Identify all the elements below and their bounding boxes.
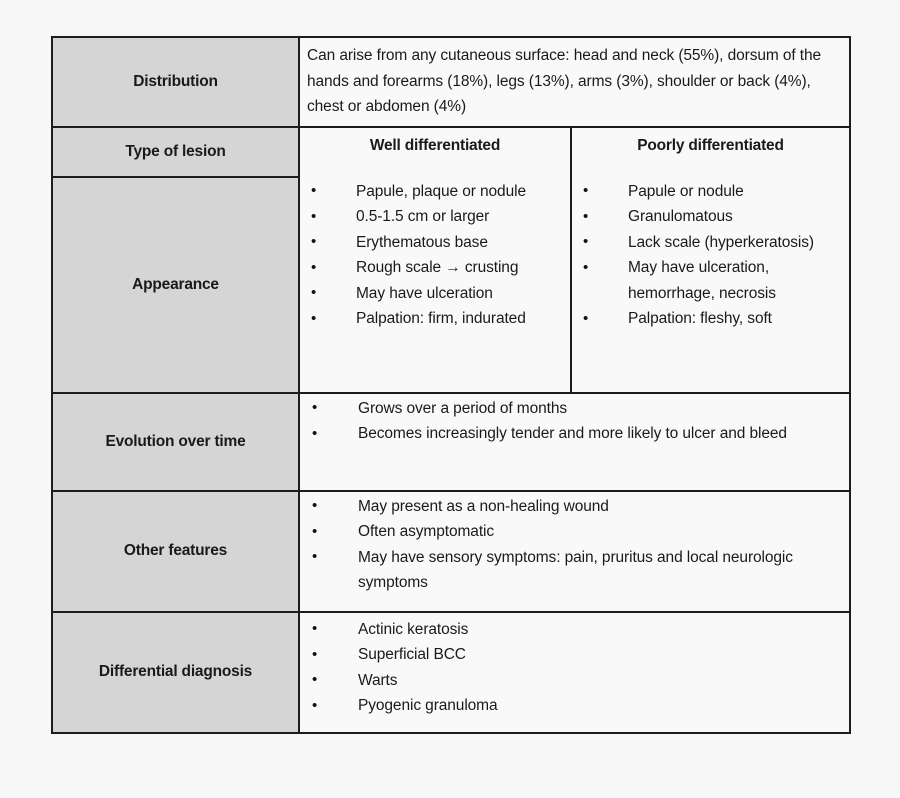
- subheader-poorly-differentiated-cell: [571, 127, 850, 177]
- list-item: • Rough scale → crusting: [300, 255, 564, 281]
- list-item: • May have sensory symptoms: pain, pruritus and local neurologic symptoms: [300, 545, 843, 596]
- list-item: • Superficial BCC: [300, 642, 843, 668]
- row-label-differential-diagnosis: Differential diagnosis: [52, 612, 299, 733]
- list-item: • May have ulceration: [300, 281, 564, 307]
- list-item: • 0.5-1.5 cm or larger: [300, 204, 564, 230]
- list-item: • Actinic keratosis: [300, 617, 843, 643]
- appearance-well-differentiated-cell: [299, 177, 571, 393]
- list-item: • Granulomatous: [572, 204, 843, 230]
- row-label-distribution: Distribution: [52, 37, 299, 127]
- column-header-well-differentiated: Well differentiated: [369, 136, 501, 154]
- row-content-evolution-over-time: [299, 393, 850, 491]
- list-item: • Warts: [300, 668, 843, 694]
- subheader-well-differentiated-cell: [299, 127, 571, 177]
- table-row-appearance: [52, 177, 850, 393]
- row-label-type-of-lesion: Type of lesion: [52, 127, 299, 177]
- list-item: • Palpation: fleshy, soft: [572, 306, 843, 332]
- row-label-appearance: Appearance: [52, 177, 299, 393]
- row-content-distribution: [299, 37, 850, 127]
- row-content-other-features: [299, 491, 850, 612]
- list-item: • Papule, plaque or nodule: [300, 179, 564, 205]
- row-label-evolution-over-time: Evolution over time: [52, 393, 299, 491]
- evolution-over-time-list: [300, 394, 849, 453]
- list-item: • Becomes increasingly tender and more likely to ulcer and bleed: [300, 421, 843, 447]
- list-item: • May present as a non-healing wound: [300, 494, 843, 520]
- table-row-evolution-over-time: [52, 393, 850, 491]
- row-content-differential-diagnosis: [299, 612, 850, 733]
- list-item: • May have ulceration, hemorrhage, necrosis: [572, 255, 843, 306]
- row-label-other-features: Other features: [52, 491, 299, 612]
- other-features-list: [300, 492, 849, 602]
- appearance-poorly-differentiated-cell: [571, 177, 850, 393]
- table-row-other-features: [52, 491, 850, 612]
- list-item: • Palpation: firm, indurated: [300, 306, 564, 332]
- distribution-text: Can arise from any cutaneous surface: head and neck (55%), dorsum of the hands and forearms (18%), legs (13%), arms (3%), shoulder or back (4%), chest or abdomen (4%): [307, 47, 822, 115]
- table-row-type-of-lesion: [52, 127, 850, 177]
- list-item: • Pyogenic granuloma: [300, 693, 843, 719]
- column-header-poorly-differentiated: Poorly differentiated: [637, 136, 784, 154]
- list-item: • Lack scale (hyperkeratosis): [572, 230, 843, 256]
- list-item: • Often asymptomatic: [300, 519, 843, 545]
- differential-diagnosis-list: [300, 613, 849, 725]
- appearance-well-differentiated-list: [300, 177, 570, 338]
- list-item: • Erythematous base: [300, 230, 564, 256]
- list-item: • Grows over a period of months: [300, 396, 843, 422]
- table-row-distribution: [52, 37, 850, 127]
- clinical-features-table: [51, 36, 851, 734]
- appearance-poorly-differentiated-list: [572, 177, 849, 338]
- table-row-differential-diagnosis: [52, 612, 850, 733]
- list-item: • Papule or nodule: [572, 179, 843, 205]
